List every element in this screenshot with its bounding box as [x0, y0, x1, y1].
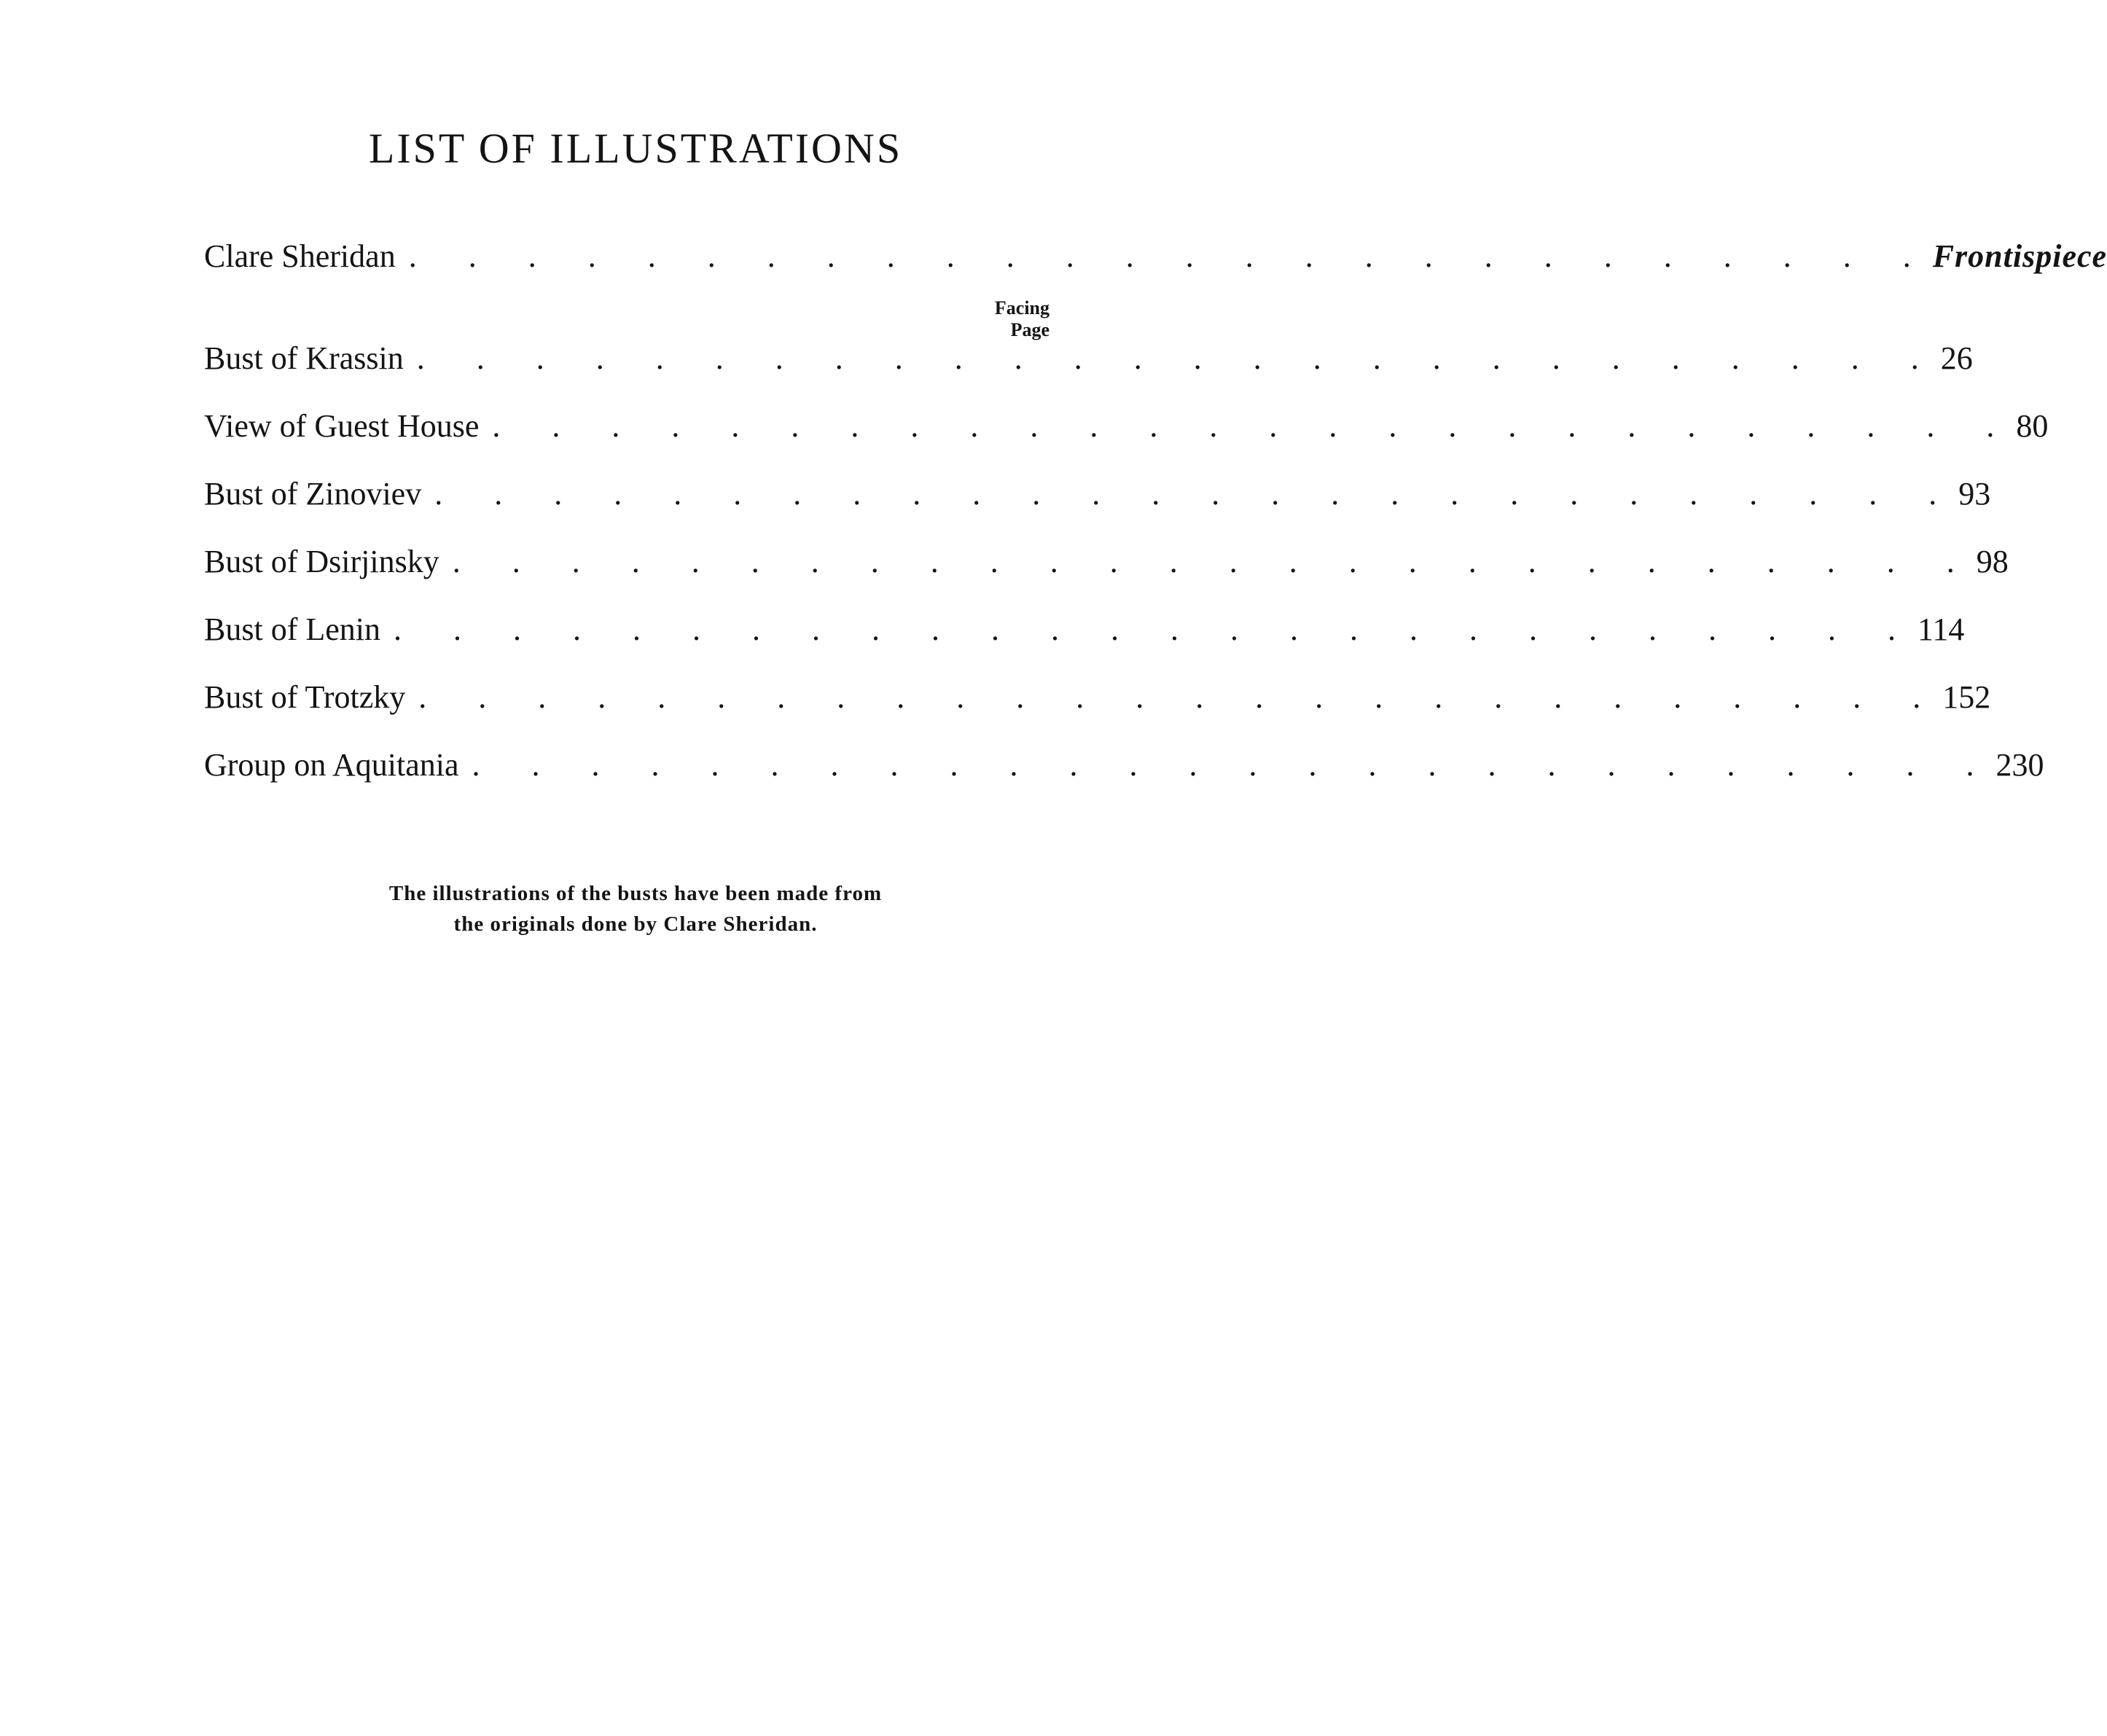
entry-page: Frontispiece	[1932, 238, 2107, 274]
entry-label: Bust of Lenin	[204, 611, 380, 647]
entry-page: 114	[1917, 611, 1965, 647]
entry-page: 26	[1940, 340, 1973, 376]
list-item-frontispiece	[204, 233, 2107, 280]
dot-leader: . . . . . . . . . . . . . . . . . . . . . . . . . .	[434, 476, 1959, 512]
page-title: LIST OF ILLUSTRATIONS	[368, 125, 903, 172]
dot-leader: . . . . . . . . . . . . . . . . . . . . . . . . . .	[452, 544, 1977, 579]
entry-page: 98	[1976, 544, 2009, 579]
facing-label: Facing	[994, 297, 1049, 318]
entry-page: 80	[2016, 408, 2049, 444]
dot-leader: . . . . . . . . . . . . . . . . . . . . . . . . . .	[472, 747, 1996, 783]
dot-leader: . . . . . . . . . . . . . . . . . . . . . . . . . .	[393, 611, 1918, 647]
entry-label: Group on Aquitania	[204, 747, 459, 783]
entry-label: Bust of Dsirjinsky	[204, 544, 439, 579]
list-item	[204, 606, 1965, 653]
dot-leader: . . . . . . . . . . . . . . . . . . . . . . . . . .	[418, 679, 1943, 715]
note-line: the originals done by Clare Sheridan.	[453, 912, 818, 936]
dot-leader: . . . . . . . . . . . . . . . . . . . . . . . . . .	[408, 238, 1933, 274]
entry-page: 230	[1995, 747, 2044, 783]
list-item	[204, 335, 1973, 382]
dot-leader: . . . . . . . . . . . . . . . . . . . . . . . . . .	[416, 340, 1941, 376]
list-item	[204, 539, 2009, 585]
entry-label: Bust of Zinoviev	[204, 476, 422, 512]
list-item	[204, 674, 1991, 721]
illustrations-note	[0, 878, 1271, 939]
entry-page: 152	[1942, 679, 1991, 715]
page-label: Page	[1010, 319, 1049, 340]
entry-label: View of Guest House	[204, 408, 480, 444]
list-item	[204, 471, 1991, 517]
note-line: The illustrations of the busts have been made from	[388, 882, 883, 905]
entry-label: Bust of Krassin	[204, 340, 404, 376]
list-item	[204, 742, 2044, 789]
entry-label: Bust of Trotzky	[204, 679, 406, 715]
entry-page: 93	[1958, 476, 1991, 512]
dot-leader: . . . . . . . . . . . . . . . . . . . . . . . . . .	[492, 408, 2017, 444]
list-item	[204, 403, 2049, 450]
entry-label: Clare Sheridan	[204, 238, 396, 274]
facing-page-header	[995, 297, 1049, 341]
